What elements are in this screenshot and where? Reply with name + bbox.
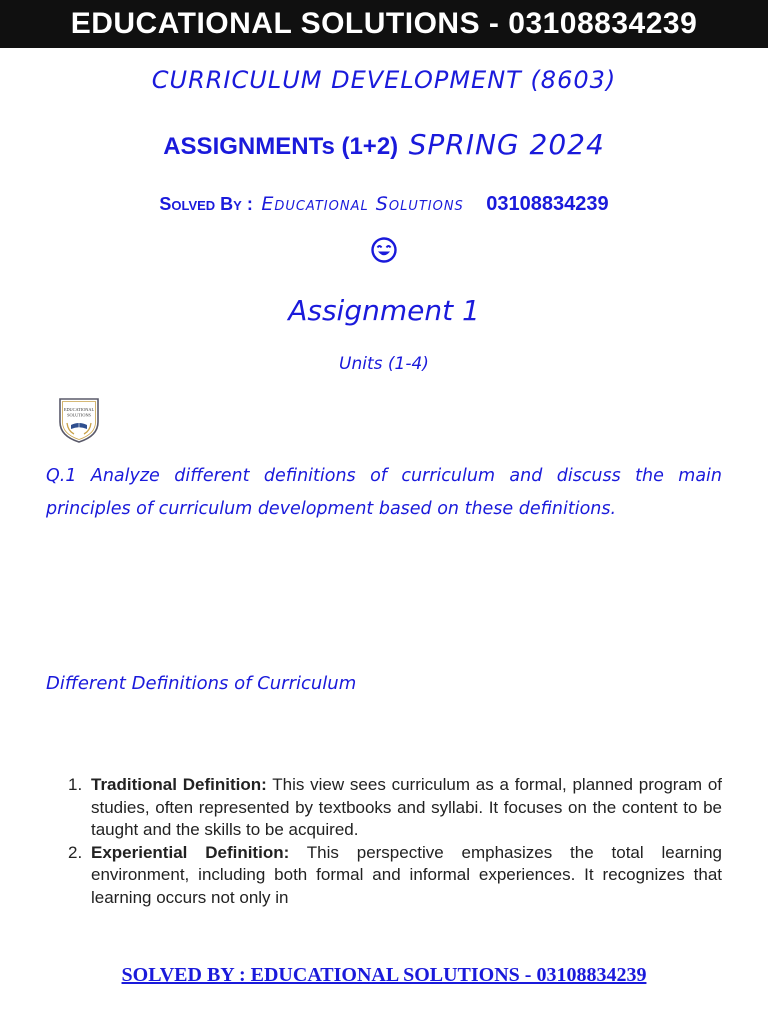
definition-text: This perspective emphasizes the total learning environment, including both formal and informal experiences. It recognizes that learning occurs not only in	[91, 842, 722, 907]
assignments-label: ASSIGNMENTs (1+2)	[163, 133, 399, 160]
solved-by-line	[0, 193, 768, 216]
units-label: Units (1-4)	[339, 354, 429, 374]
assignment-title: Assignment 1	[288, 294, 480, 327]
svg-text:EDUCATIONAL: EDUCATIONAL	[63, 407, 95, 412]
smiling-face-icon	[370, 236, 398, 264]
svg-text:SOLUTIONS: SOLUTIONS	[67, 412, 91, 418]
educational-solutions-logo	[56, 396, 102, 444]
list-item-number: 2.	[68, 842, 83, 862]
footer-text: SOLVED BY : EDUCATIONAL SOLUTIONS - 03108834239	[121, 964, 647, 986]
list-item-number: 1.	[68, 775, 83, 794]
definition-text: This view sees curriculum as a formal, planned program of studies, often represented by textbooks and syllabi. It focuses on the content to be taught and the skills to be acquired.	[91, 775, 722, 839]
solved-by-org: Educational Solutions	[261, 193, 464, 215]
list-item	[46, 774, 722, 842]
definitions-list	[46, 774, 722, 909]
assignments-term: SPRING 2024	[408, 128, 605, 161]
solved-by-phone: 03108834239	[486, 193, 609, 215]
list-item	[46, 842, 722, 910]
question-text: Q.1 Analyze different definitions of curriculum and discuss the main principles of curriculum development based on these definitions.	[46, 466, 722, 519]
header-text: EDUCATIONAL SOLUTIONS - 03108834239	[70, 7, 698, 40]
definition-term: Experiential Definition:	[91, 842, 290, 862]
header-bar	[0, 0, 768, 48]
assignments-line	[0, 128, 768, 161]
course-title: CURRICULUM DEVELOPMENT (8603)	[151, 66, 617, 94]
solved-by-prefix: Solved By :	[159, 194, 253, 214]
definition-term: Traditional Definition:	[91, 775, 267, 794]
section-heading: Different Definitions of Curriculum	[46, 673, 357, 694]
